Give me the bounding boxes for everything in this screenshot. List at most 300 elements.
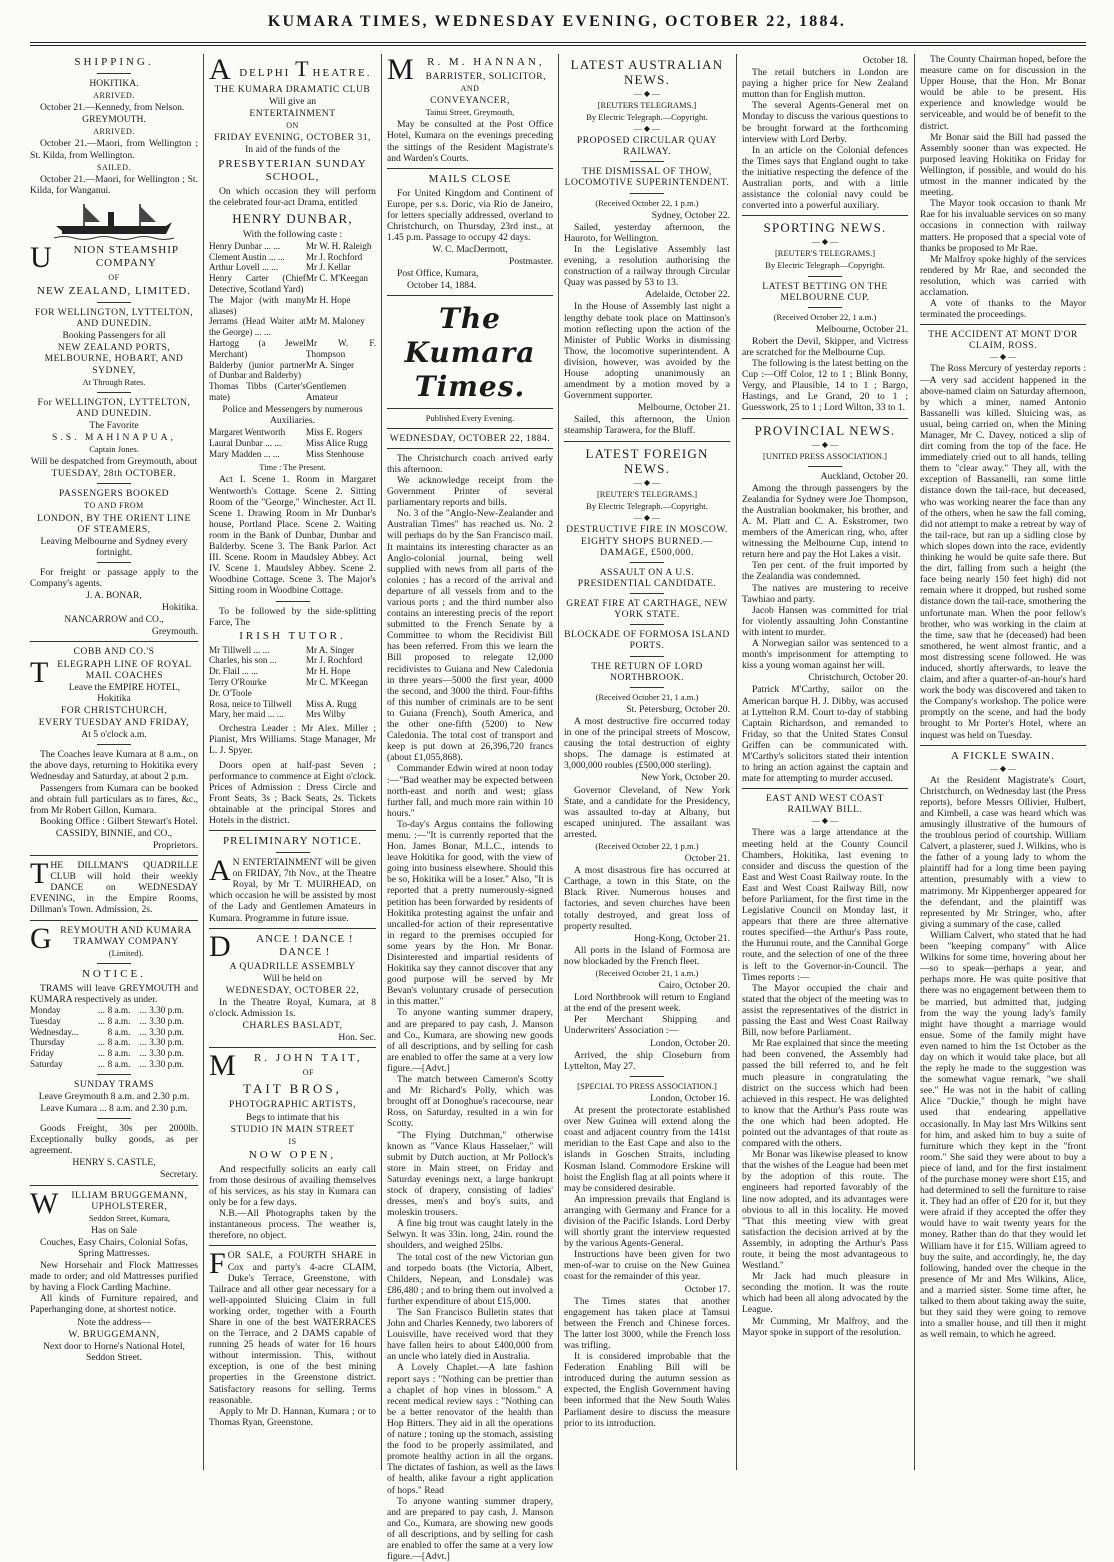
role: Charles, his son ... [209, 655, 277, 666]
actor: Miss Alice Rugg [305, 437, 368, 448]
table-cell: Tuesday [30, 1015, 61, 1026]
divider [30, 855, 198, 856]
divider [564, 441, 730, 442]
news-paragraph: The natives are mustering to receive Tawhiao and party. [742, 582, 908, 605]
column-rule [203, 54, 204, 1470]
sailing-date: TUESDAY, 28th OCTOBER. [51, 468, 177, 480]
divider [630, 1076, 664, 1077]
tramway-ad [30, 921, 198, 1181]
received-line: (Received October 22, 1 p.m.) [595, 197, 699, 208]
drop-cap: D [209, 929, 232, 963]
dateline: Auckland, October 20. [820, 470, 908, 482]
actor: Miss E. Rogers [305, 426, 363, 437]
actor [306, 688, 376, 699]
table-row [209, 666, 376, 677]
table-cell: ... [97, 1048, 105, 1059]
story-heading: EIGHTY SHOPS BURNED.—DAMAGE, £500,000. [581, 535, 713, 558]
news-paragraph: The retail butchers in London are paying a higher price for New Zealand mutton than for English mutton. [742, 67, 908, 101]
table-cell: 3.30 p.m. [149, 1005, 184, 1015]
ad-title: PRESBYTERIAN SUNDAY SCHOOL, [218, 157, 367, 183]
role: Laural Dunbar ... ... [209, 437, 282, 448]
ad-line: Next door to Horne's National Hotel, Seddon Street. [43, 1340, 185, 1363]
table-row [209, 338, 376, 360]
ad-title: R. JOHN TAIT, [254, 1052, 363, 1065]
story-heading: DESTRUCTIVE FIRE IN MOSCOW. [566, 523, 728, 535]
news-paragraph: Arrived, the ship Closeburn from Lyttelton, May 27. [564, 1049, 730, 1072]
news-paragraph: Patrick M'Carthy, sailor on the American barque H. J. Dibby, was accused at Lyttelton R.M. Court to-day of stabbing Captain Richardson, and remanded to Friday, so that the United States Consul Griffen can be communicated with. M'Carthy's solicitors stated their intention to bring an action against the captain and mate for attempting to murder accused. [742, 684, 908, 785]
port-name: GREYMOUTH. [82, 114, 146, 126]
role: Clement Austin ... ... [209, 251, 285, 262]
divider [97, 1118, 131, 1119]
news-paragraph: Mr Rae explained that since the meeting had been convened, the Assembly had passed the bill referred to, and he felt much pleasure in congratulating the district on the success which had been achieved in this respect. He was delighted to know that the Arthur's Pass route was the one which had been adopted. He pointed out the advantages of that route as compared with the others. [742, 1038, 908, 1150]
story-heading: EAST AND WEST COAST RAILWAY BILL. [766, 793, 884, 816]
drop-cap: W [30, 1186, 59, 1220]
ad-text: New Horsehair and Flock Mattresses made to order; and old Mattresses purified by having a Flock Carding Machine. [30, 1260, 198, 1294]
shipping-line: October 21.—Maori, for Wellington ; St. Kilda, for Wanganui. [30, 173, 198, 196]
ad-line: Leave the EMPIRE HOTEL, Hokitika [68, 681, 181, 704]
table-cell: ... [139, 1058, 147, 1069]
dateline: London, October 16. [650, 1092, 730, 1104]
role: Henry Dunbar ... ... [209, 240, 281, 251]
news-paragraph: Mr Cumming, Mr Malfroy, and the Mayor spoke in support of the resolution. [742, 1315, 908, 1338]
notice-text: N ENTERTAINMENT will be given on FRIDAY, 7th Nov., at the Theatre Royal, by Mr T. MUIRHEAD, on which occasion he will be assisted by most of the Lady and Gentlemen Amateurs in Kumara. Programme in future issue. [209, 857, 376, 924]
table-cell: 8 a.m. [107, 1005, 131, 1015]
table-row [30, 1048, 198, 1059]
ad-line: Police and Messengers by numerous Auxiliaries. [222, 403, 363, 426]
story-heading: THE RETURN OF LORD NORTHBROOK. [591, 660, 703, 683]
drop-cap: A [209, 53, 233, 86]
table-cell: Thursday [30, 1037, 65, 1048]
divider [742, 788, 908, 789]
signature-title: Postmaster. [509, 256, 553, 268]
source-line: [REUTER'S TELEGRAMS.] [774, 248, 876, 259]
news-paragraph: Per Merchant Shipping and Underwriters' Association :— [564, 1014, 730, 1037]
table-cell: 8 a.m. [107, 1048, 131, 1059]
news-paragraph: Sailed, this afternoon, the Union steamship Tarawera, for the Bluff. [564, 414, 730, 437]
section-heading: SPORTING NEWS. [763, 220, 887, 236]
divider: — ◆ — [989, 352, 1017, 362]
dateline: London, October 20. [650, 1037, 730, 1049]
ad-line: Leave Kumara ... 8 a.m. and 2.30 p.m. [40, 1102, 188, 1114]
divider [276, 601, 310, 602]
subhead: SAILED. [97, 162, 131, 172]
table-row [209, 438, 376, 449]
preliminary-notice [209, 835, 376, 924]
actor: Gentlemen Amateur [305, 381, 347, 402]
masthead-rule-bottom [30, 45, 1086, 46]
divider [630, 193, 664, 194]
subhead: ARRIVED. [93, 91, 135, 101]
ad-line: Leaving Melbourne and Sydney every fortnight. [40, 535, 188, 558]
actor: Mr H. Hope [305, 294, 351, 305]
shipping-section [30, 56, 198, 196]
table-row [209, 241, 376, 252]
role: Terry O'Rourke [209, 677, 267, 688]
divider: — ◆ — [633, 477, 661, 487]
divider [97, 1074, 131, 1075]
table-cell: 3.30 p.m. [149, 1048, 184, 1059]
tram-timetable [30, 1005, 198, 1070]
dateline: October 17. [684, 1283, 730, 1295]
accident-article [920, 329, 1086, 740]
ad-text: May be consulted at the Post Office Hotel, Kumara on the evenings preceding the sittings of the Resident Magistrate's and Warden's Courts. [387, 119, 553, 164]
table-cell: 3.30 p.m. [149, 1058, 184, 1069]
news-paragraph: The match between Cameron's Scotty and Mr Richard's Polly, which was brought off at Donoghue's racecourse, near Ross, on Saturday, resulted in a win for Scotty. [387, 1074, 553, 1130]
ad-line: Will be held on [262, 972, 323, 984]
news-paragraph: The Christchurch coach arrived early this afternoon. [387, 452, 553, 475]
ad-line: EVERY TUESDAY AND FRIDAY, [38, 717, 190, 729]
dillman-ad [30, 857, 198, 916]
newspaper-title: The Kumara Times. [404, 301, 536, 403]
dateline: Cairo, October 20. [658, 980, 730, 992]
actor: Mr H. Hope [305, 666, 351, 677]
divider [630, 161, 664, 162]
port-name: HOKITIKA. [89, 78, 139, 89]
sporting-news [742, 220, 908, 413]
ad-text: All kinds of Furniture repaired, and Paperhanging done, at shortest notice. [30, 1293, 198, 1316]
table-cell: Friday [30, 1048, 54, 1059]
table-row [30, 1027, 198, 1038]
table-row [209, 316, 376, 338]
actor: Miss Stenhouse [305, 448, 364, 459]
actor: Mr C. M'Keegan [305, 273, 368, 284]
drop-cap: F [209, 1247, 226, 1281]
ad-line: In aid of the funds of the [245, 144, 340, 156]
dateline: Christchurch, October 20. [808, 672, 908, 684]
divider [209, 830, 376, 831]
role: Balderby (junior partner of Dunbar and Balderby) [209, 359, 306, 381]
cast-list [209, 645, 376, 721]
bruggemann-ad [30, 1186, 198, 1363]
table-cell: ... [139, 1037, 147, 1048]
divider [920, 745, 1086, 746]
news-paragraph: Ten per cent. of the fruit imported by the Zealandia was condemned. [742, 560, 908, 583]
divider: — ◆ — [811, 237, 839, 247]
issue-date: WEDNESDAY, OCTOBER 22, 1884. [389, 432, 551, 444]
received-line: (Received October 22, 1 a.m.) [773, 311, 877, 322]
agent-name: J. A. BONAR, [86, 590, 142, 602]
actor: Mr A. Singer [305, 644, 355, 655]
column-5 [742, 54, 908, 1472]
table-cell: Saturday [30, 1058, 63, 1069]
drop-cap: M [387, 53, 417, 86]
news-paragraph: A most disastrous fire has occurred at Carthage, a town in this State, on the Black River. Numerous houses and factories, and seven churches have been totally destroyed, and great loss of property resulted. [564, 865, 730, 932]
railway-meeting-continued [920, 54, 1086, 320]
divider [209, 1047, 376, 1048]
table-cell: Monday [30, 1005, 61, 1015]
ad-line: Seddon Street, Kumara, [88, 1212, 171, 1223]
column-rule [736, 54, 737, 1470]
ad-line: SUNDAY TRAMS [73, 1078, 155, 1090]
railway-bill-article [742, 793, 908, 1338]
divider [97, 392, 131, 393]
drop-cap: M [209, 1049, 239, 1083]
story-heading: ASSAULT ON A U.S. PRESIDENTIAL CANDIDATE. [577, 567, 717, 590]
cast-list [209, 427, 376, 459]
signature: HENRY S. CASTLE, [72, 1157, 156, 1169]
news-paragraph: Mr Bonar was likewise pleased to know that the wishes of the League had been met by the adoption of this route. The engineers had reported favorably of the line now adopted, and its advantages were obvious to all in this locality. He moved "That this meeting view with great satisfaction the decision arrived at by the Assembly, in adopting the Arthur's Pass route, it being the most advantageous to Westland." [742, 1149, 908, 1272]
news-paragraph: Instructions have been given for two men-of-war to cruise on the New Guinea coast for the remainder of this year. [564, 1249, 730, 1283]
received-line: (Received October 21, 1 a.m.) [595, 691, 699, 702]
drop-cap: T [295, 56, 311, 81]
role: Mary Madden ... ... [209, 448, 280, 459]
publication-note: Published Every Evening. [425, 412, 515, 423]
table-row [209, 449, 376, 460]
actor: Mr J. Rochford [305, 251, 363, 262]
ad-title: ANCE ! DANCE ! DANCE ! [256, 932, 354, 958]
event-date: FRIDAY EVENING, OCTOBER 31, [214, 132, 371, 144]
dateline: St. Petersburg, October 20. [626, 703, 730, 715]
ad-text: On which occasion they will perform the celebrated four-act Drama, entitled [209, 185, 376, 208]
news-paragraph: A most destructive fire occurred today in one of the principal streets of Moscow, causing the total destruction of eighty shops. The damage is estimated at 3,000,000 roubles (£500,000 sterling). [564, 715, 730, 772]
ad-text: TRAMS will leave GREYMOUTH and KUMARA respectively as under. [30, 982, 198, 1005]
role: Arthur Lovell ... ... [209, 262, 279, 273]
ad-line: PASSENGERS BOOKED [58, 488, 170, 500]
subhead: ARRIVED. [93, 127, 135, 137]
role: Thomas Tibbs (Carter's mate) [209, 381, 306, 402]
ad-line: October 14, 1884. [407, 279, 477, 291]
divider [387, 428, 553, 429]
ad-line: With the following caste : [242, 228, 343, 240]
divider [97, 562, 131, 563]
news-paragraph: It is considered improbable that the Federation Enabling Bill will be introduced during the autumn session as expected, the English Government having been informed that the New South Wales Parliament desire to discuss the measure prior to its introduction. [564, 1351, 730, 1429]
ad-text: The Coaches leave Kumara at 8 a.m., on the above days, returning to Hokitika every Wednesday and Saturday, at about 2 p.m. [30, 749, 198, 783]
table-row [209, 427, 376, 438]
table-cell: ... [97, 1005, 105, 1015]
notice-heading: NOTICE. [81, 967, 147, 980]
foreign-news [564, 446, 730, 1429]
divider [808, 276, 842, 277]
divider [97, 302, 131, 303]
dateline: October 21. [684, 853, 730, 865]
signature: CHARLES BASLADT, [242, 1020, 343, 1032]
news-paragraph: No. 3 of the "Anglo-New-Zealander and Australian Times" has reached us. No. 2 will perhaps do by the San Francisco mail. It maintains its interesting character as an Anglo-colonial journal, being well supplied with news from all parts of the colonies ; has a record of the arrival and departure of all vessels from and to the various ports ; and the third number also contains an interesting precis of the report submitted to the French Senate by a Committee to whom the Recidivist Bill has been referred. From this we learn the Bill proposed to relegate 12,000 recidivistes to Guiana and New Caledonia in three years—5000 the first year, 4000 the second, and 3000 the third. Four-fifths of this number of criminals are to be sent to Guiana (French), South America, and the other one-fifth (5200) to New Caledonia. The total cost of transport and keep is put down at 26,396,720 francs (about £1,055,868). [387, 508, 553, 764]
story-heading: LATEST BETTING ON THE MELBOURNE CUP. [762, 280, 888, 303]
hannan-ad [387, 53, 553, 164]
table-cell: 8 a.m. [107, 1015, 131, 1026]
source-line: By Electric Telegraph.—Copyright. [586, 112, 708, 123]
ad-line: Leave Greymouth 8 a.m. and 2.30 p.m. [38, 1090, 190, 1102]
table-row [209, 655, 376, 666]
table-cell: ... [97, 1058, 105, 1069]
table-cell: 3.30 p.m. [149, 1015, 184, 1026]
dateline: Adelaide, October 22. [645, 289, 730, 301]
news-paragraph: Lord Northbrook will return to England at the end of the present week. [564, 992, 730, 1015]
news-paragraph: In the Legislative Assembly last evening, a resolution authorising the construction of a railway through Circular Quay was passed by 53 to 13. [564, 243, 730, 289]
signature-title: Secretary. [160, 1169, 198, 1181]
ad-line: Tainui Street, Greymouth, [425, 107, 515, 118]
table-cell: 8 a.m. [107, 1037, 131, 1048]
subhead: ON [286, 121, 299, 131]
source-line: By Electric Telegraph.—Copyright. [586, 500, 708, 511]
actor: Mr J. Kellar [305, 262, 351, 273]
divider: — ◆ — [811, 439, 839, 449]
ad-text: To be followed by the side-splitting Farce, The [209, 605, 376, 628]
ad-title: COBB AND CO.'S [73, 646, 155, 658]
table-row [209, 295, 376, 317]
news-paragraph: The Times states that another engagement has taken place at Tamsui between the French and Chinese forces. The latter lost 3000, while the French loss was trifling. [564, 1295, 730, 1351]
divider [808, 466, 842, 467]
ad-line: THE KUMARA DRAMATIC CLUB [214, 84, 371, 95]
dateline: Hong-Kong, October 21. [634, 932, 730, 944]
news-paragraph: All ports in the Island of Formosa are now blockaded by the French fleet. [564, 944, 730, 967]
table-row [30, 1016, 198, 1027]
ad-title: NION STEAMSHIP COMPANY [73, 243, 180, 269]
ship-name: S.S. MAHINAPUA, [52, 431, 176, 443]
drop-cap: G [30, 921, 53, 955]
table-row [209, 262, 376, 273]
news-paragraph: To anyone wanting summer drapery, and are prepared to pay cash, J. Manson and Co., Kumara, are showing new goods of all descriptions, and by selling for cash are enabled to offer the same at a very low figure.—[Advt.] [387, 1007, 553, 1074]
source-line: [SPECIAL TO PRESS ASSOCIATION.] [577, 1080, 717, 1091]
drop-cap: T [30, 857, 49, 891]
table-row [30, 1059, 198, 1070]
divider [209, 1245, 376, 1246]
ad-line: Begs to intimate that his [245, 1111, 340, 1123]
ad-line: FOR WELLINGTON, LYTTELTON, AND DUNEDIN. [34, 307, 194, 330]
news-paragraph: "The Flying Dutchman," otherwise known as "Vance Klaus Hasselaer," will submit by Dutch auction, at Mr Pollock's store in Main street, on Friday and Saturday evenings next, a large bankrupt stock of drapery, consisting of ladies' dresses, men's and boy's suits, and moleskin trousers. [387, 1129, 553, 1219]
dateline: October 18. [862, 55, 908, 66]
news-paragraph: At present the protectorate established over New Guinea will extend along the coast and adjacent country from the 141st meridian to the East Cape and also to the islands in Goschen Straits, including Kosman Island. Commodore Erskine will hoist the English flag at all points where it may be considered desirable. [564, 1105, 730, 1194]
table-row [209, 688, 376, 699]
news-paragraph: William Calvert, who stated that he had been "keeping company" with Alice Wilkins for some time, hovering about her—so to speak—perhaps a year, and perhaps more. He was quite positive that there was no engagement between them to be married, but admitted that, judging from the way the young lady's family might have thought a marriage would ensue. Some of the family might have even named to him the 1st October as the day on which it would take place, but all the reply he made to the suggestion was the somewhat vague remark, "we shall see." He was not in the habit of calling Alice "Duckie," though he might have used that endearing appellative occasionally. In May last Mrs Wilkins sent for him, and asked him to buy a suite of furniture which they kept in the "front room." She said they were about to buy a piece of land, and for the first instalment of the purchase money were short £15, and had determined to sell the furniture to raise it. They had an offer of £20 for it, but they were afraid if they accepted the offer they would have to wait twenty years for the money. Rather than do that they would let William have it for £15. William agreed to buy the suite, and accordingly, he, the day following, handed over the cheque in the presence of Mr and Mrs Wilkins, Alice, and a married sister. Some time after, he talked to them about taking away the suite, but they said they were going to remove into a smaller house, and till then it might as well remain, to which he agreed. [920, 929, 1086, 1341]
news-paragraph: The Ross Mercury of yesterday reports :—A very sad accident happened in the above-named claim on Saturday afternoon, by which a miner, named Antonio Bassanelli was killed. Sluicing was, as usual, being carried on, when the Mining Manager, Mr C. Davey, noticed a slip of dirt coming from the top of the face. He immediately cried out to all hands, telling them to "clear away." They all, with the exception of Bassanelli, ran some little distance down the tail-race, but deceased, who was working nearer the face than any of the others, when he saw the fall coming, did not attempt to make a retreat by way of the tail-race, but ran up a sidling close by which slopes down into the race, evidently thinking he would be quite safe there. But the dirt, falling from such a height (the face being nearly 150 feet high) did not remain where it dropped, but rushed some distance down the tail-race, smothering the unfortunate man. When the poor fellow's brother, who was working in the claim at the time, saw that he (deceased) had been smothered, he went almost frantic, and a most distressing scene followed. He was induced, shortly afterwards, to leave the claim, and after a quarter-of-an-hour's hard work the body was discovered and taken to the Company's workshop. The police were promptly on the scene, and had the body brought to Mr Porter's Hotel, where an inquest was held on Tuesday. [920, 363, 1086, 741]
news-paragraph: To-day's Argus contains the following menu. :—"It is currently reported that the Hon. James Bonar, M.L.C., intends to leave Hokitika for good, with the view of going into business elsewhere. Should this be so, Hokitika will be a loser." Also, "It is reported that a pretty numerously-signed petition has been forwarded by residents of Hokitika protesting against the unfair and uncalled-for action of their representative in regard to the premises occupied for some years by the Hon. Mr Bonar. Disinterested and impartial residents of Hokitika say they cannot discover that any good purpose will be served by Mr Bevan's voluntary crusade of persecution in this matter." [387, 818, 553, 1008]
news-paragraph: In an article on the Colonial defences the Times says that England ought to take the initiative respecting the defence of the Australian ports, and with a little assistance the colonial navy could be converted into a powerful auxiliary. [742, 144, 908, 212]
ad-line: BARRISTER, SOLICITOR, [425, 71, 547, 82]
subhead: AND [460, 84, 480, 94]
ad-title: ELEGRAPH LINE OF ROYAL MAIL COACHES [57, 658, 192, 681]
ad-text: Apply to Mr D. Hannan, Kumara ; or to Thomas Ryan, Greenstone. [209, 1405, 376, 1428]
role: Jerrams (Head Waiter at the George) ... ... [209, 316, 306, 338]
table-row [209, 709, 376, 720]
column-rule [558, 54, 559, 1470]
dateline: Sydney, October 22. [651, 209, 730, 221]
column-2 [209, 54, 376, 1472]
union-steamship-ad [30, 240, 198, 638]
ad-title: TAIT BROS, [243, 1081, 342, 1097]
role: The Major (with many aliases) [209, 294, 306, 316]
news-paragraph: The following is the latest betting on the Cup :—Off Color, 12 to 1 ; Blink Bonny, Vergy, and Plausible, 14 to 1 ; Bargo, Hastings, and Le Grand, 20 to 1 ; Guesswork, 25 to 1 ; Lord Wilton, 33 to 1. [742, 358, 908, 414]
table-cell: 3.30 p.m. [149, 1037, 184, 1048]
signature: W. C. MacDermott, [432, 244, 508, 256]
actor: Mr A. Singer [305, 359, 355, 370]
divider [387, 448, 553, 449]
cobb-coach-ad [30, 646, 198, 851]
shipping-line: October 21.—Maori, from Wellington ; St. Kilda, from Wellington. [30, 138, 198, 161]
divider: — ◆ — [633, 124, 661, 134]
mails-notice [387, 173, 553, 291]
divider [742, 418, 908, 419]
table-row [30, 1005, 198, 1016]
news-paragraph: Jacob Hansen was committed for trial for violently assaulting John Constantine with intent to murder. [742, 604, 908, 638]
ad-line: FOR CHRISTCHURCH, [60, 704, 168, 716]
table-cell [98, 1027, 108, 1038]
provincial-news [742, 423, 908, 785]
ad-line: PHOTOGRAPHIC ARTISTS, [228, 1099, 357, 1111]
table-row [209, 645, 376, 656]
received-line: (Received October 22, 1 p.m.) [595, 840, 699, 851]
dateline: New York, October 20. [641, 772, 730, 784]
role: Henry Carter (Chief Detective, Scotland Yard) [209, 273, 306, 295]
news-paragraph: A fine big trout was caught lately in the Selwyn. It was 33in. long, 24in. round the shoulders, and weighed 25lbs. [387, 1218, 553, 1252]
ad-text: Passengers from Kumara can be booked and obtain full particulars as to fares, &c., from Mr Robert Gillon, Kumara. [30, 782, 198, 816]
divider [387, 295, 553, 296]
role: Dr. O'Toole [209, 687, 252, 698]
news-paragraph: The County Chairman hoped, before the measure came on for discussion in the Upper House, that the Hon. Mr Bonar would be able to be present. His experience and knowledge would be serviceable, and would be of benefit to the district. [920, 54, 1086, 132]
news-paragraph: A vote of thanks to the Mayor terminated the proceedings. [920, 298, 1086, 321]
column-3 [387, 53, 553, 1562]
table-row [209, 381, 376, 403]
notice-heading: MAILS CLOSE [428, 172, 512, 185]
drop-cap: T [30, 655, 49, 689]
ad-line: A QUADRILLE ASSEMBLY [229, 960, 356, 972]
news-paragraph: We acknowledge receipt from the Government Printer of several parliamentary reports and bills. [387, 474, 553, 509]
captain-name: Captain Jones. [89, 444, 139, 455]
ad-text: For freight or passage apply to the Company's agents. [30, 566, 198, 589]
ad-text: In the Theatre Royal, Kumara, at 8 o'clock. Admission 1s. [209, 996, 376, 1020]
story-heading: THE ACCIDENT AT MONT D'OR CLAIM, ROSS. [928, 329, 1078, 352]
ad-title: R. M. HANNAN, [427, 56, 545, 68]
table-cell: ... [97, 1037, 105, 1048]
news-paragraph: To anyone wanting summer drapery, and are prepared to pay cash, J. Manson and Co., Kumara, are showing new goods of all descriptions, and by selling for cash are enabled to offer the same at a very low figure.—[Advt.] [387, 1495, 553, 1562]
fickle-swain-article [920, 750, 1086, 1341]
divider [920, 324, 1086, 325]
column-1 [30, 54, 198, 1472]
ad-text: And respectfully solicits an early call from those desirous of availing themselves of his services, as his stay in Kumara can only be for a few days. [209, 1163, 376, 1209]
divider: — ◆ — [633, 512, 661, 522]
divider [387, 168, 553, 169]
ad-title: DELPHI [239, 67, 291, 79]
ad-text: Doors open at half-past Seven ; performance to commence at Eight o'clock. Prices of Admission : Dress Circle and Front Seats, 3s ; Back Seats, 2s. Tickets obtainable at the principal Stores and Hotels in the district. [209, 759, 376, 827]
story-heading: A FICKLE SWAIN. [951, 749, 1055, 762]
divider [808, 307, 842, 308]
news-paragraph: Among the through passengers by the Zealandia for Sydney were Joe Thompson, the Australian bookmaker, his brother, and A. M. Platt and C. A. Eskstromer, two members of the American ring, who, after witnessing the Melbourne Cup, intend to return here and pay the Hot Lakes a visit. [742, 482, 908, 561]
news-paragraph: The Mayor occupied the chair and stated that the object of the meeting was to assist the representatives of the district in passing the East and West Coast Railway Bill, now before Parliament. [742, 982, 908, 1039]
shipping-heading: SHIPPING. [74, 56, 154, 68]
divider [30, 920, 198, 921]
actor: Mr J. Rochford [305, 655, 363, 666]
ad-line: Time : The Present. [259, 462, 326, 473]
news-paragraph: A Lovely Chaplet.—A late fashion report says : "Nothing can be prettier than a chaplet of hop vines in blossom." A recent medical review says : "Nothing can be a better renovator of the health than Hop Bitters. They aid in all the operations of nature ; toning up the stomach, assisting the food to be properly assimilated, and promote healthy action in all the organs. The dictates of fashion, as well as the laws of health, alike favour a right application of hops." Read [387, 1362, 553, 1496]
table-row [209, 699, 376, 710]
agent-place: Greymouth. [151, 626, 198, 638]
table-cell: 8 a.m. [107, 1026, 131, 1037]
news-paragraph: Mr Bonar said the Bill had passed the Assembly sooner than was expected. He purposed leaving Hokitika on Friday for Wellington, if possible, and would do his utmost in the manner indicated by the meeting. [920, 131, 1086, 199]
ad-line: Post Office, Kumara, [397, 268, 479, 280]
divider [630, 656, 664, 657]
ad-title: ILLIAM BRUGGEMANN, UPHOLSTERER, [71, 1189, 188, 1212]
divider [209, 928, 376, 929]
london-news [742, 55, 908, 211]
play-title: HENRY DUNBAR, [232, 210, 353, 226]
divider [97, 744, 131, 745]
news-paragraph: Robert the Devil, Skipper, and Victress are scratched for the Melbourne Cup. [742, 335, 908, 358]
ad-line: Will be despatched from Greymouth, about [30, 456, 198, 468]
story-heading: BLOCKADE OF FORMOSA ISLAND PORTS. [564, 629, 730, 652]
news-paragraph: At the Resident Magistrate's Court, Christchurch, on Wednesday last (the Press reports), before Messrs Ollivier, Hulbert, and Kimbell, a case was heard which was amusingly illustrative of the humours of the troublous period of courtship. William Calvert, a plasterer, sued J. Wilkins, who is the father of a young lady to whom the plaintiff had for a long time been paying attention, presumably with a view to matrimony. Mr Kippenberger appeared for the defendant, and the plaintiff was represented by Mr Stringer, who, after giving a summary of the case, called [920, 774, 1086, 930]
role: Margaret Wentworth [209, 426, 286, 437]
farce-title: IRISH TUTOR. [239, 629, 346, 642]
subhead: OF [302, 1068, 314, 1078]
ad-text: HE DILLMAN'S QUADRILLE CLUB will hold their weekly DANCE on WEDNESDAY EVENING, in the Empire Rooms, Dillman's Town. Admission, 2s. [30, 860, 198, 916]
divider [387, 408, 553, 409]
actor: Mr C. M'Keegan [305, 677, 368, 688]
signature-title: Proprietors. [152, 839, 198, 851]
ad-text: Orchestra Leader : Mr Alex. Miller ; Pianist, Mrs Williams. Stage Manager, Mr L. J. Spyer. [209, 723, 376, 757]
dateline: Melbourne, October 21. [637, 402, 730, 414]
table-cell: ... [139, 1026, 147, 1037]
story-heading: GREAT FIRE AT CARTHAGE, NEW YORK STATE. [566, 598, 728, 621]
